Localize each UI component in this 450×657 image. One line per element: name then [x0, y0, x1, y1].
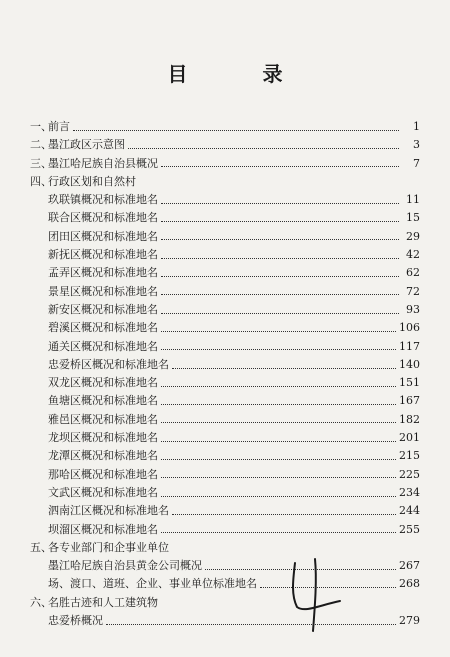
toc-entry — [30, 191, 420, 209]
toc-entry-page: 255 — [399, 522, 420, 536]
toc-entry-page: 29 — [406, 229, 420, 243]
toc-entry-number: 五、 — [30, 540, 52, 554]
toc-entry — [30, 484, 420, 502]
toc-entry-page: 15 — [406, 211, 420, 225]
leader-dots — [161, 349, 396, 350]
toc-entry-label: 团田区概况和标准地名 — [48, 229, 158, 243]
leader-dots — [128, 148, 399, 149]
leader-dots — [161, 203, 399, 204]
table-of-contents — [30, 118, 420, 630]
toc-entry-page: 244 — [399, 504, 420, 518]
leader-dots — [161, 441, 396, 442]
toc-entry-page: 182 — [399, 412, 420, 426]
toc-entry — [30, 209, 420, 227]
leader-dots — [161, 404, 396, 405]
toc-entry — [30, 319, 420, 337]
toc-entry-label: 双龙区概况和标准地名 — [48, 376, 158, 390]
toc-entry — [30, 392, 420, 410]
toc-entry — [30, 228, 420, 246]
leader-dots — [161, 422, 396, 423]
toc-section-heading — [30, 594, 420, 612]
toc-entry — [30, 374, 420, 392]
leader-dots — [172, 368, 396, 369]
leader-dots — [161, 221, 399, 222]
toc-entry-page: 42 — [406, 248, 420, 262]
toc-entry — [30, 502, 420, 520]
toc-entry-label: 龙坝区概况和标准地名 — [48, 431, 158, 445]
toc-entry-label: 孟弄区概况和标准地名 — [48, 266, 158, 280]
toc-entry-page: 267 — [399, 559, 420, 573]
toc-entry-number: 三、 — [30, 156, 52, 170]
leader-dots — [73, 130, 399, 131]
toc-entry — [30, 521, 420, 539]
toc-entry-label: 墨江哈尼族自治县概况 — [48, 156, 158, 170]
toc-entry-number: 一、 — [30, 120, 52, 133]
toc-entry-label: 鱼塘区概况和标准地名 — [48, 394, 158, 408]
toc-entry-label: 那哈区概况和标准地名 — [48, 467, 158, 481]
toc-entry-label: 前言 — [48, 120, 70, 133]
toc-entry-label: 景星区概况和标准地名 — [48, 284, 158, 298]
toc-entry-page: 3 — [413, 138, 420, 152]
toc-entry-label: 碧溪区概况和标准地名 — [48, 321, 158, 335]
toc-entry — [30, 264, 420, 282]
toc-entry-label: 墨江政区示意图 — [48, 138, 125, 152]
toc-entry-label: 忠爱桥概况 — [48, 614, 103, 628]
toc-entry-label: 玖联镇概况和标准地名 — [48, 193, 158, 207]
leader-dots — [161, 276, 399, 277]
toc-entry-page: 234 — [399, 485, 420, 499]
toc-entry-page: 215 — [399, 449, 420, 463]
toc-entry-label: 各专业部门和企事业单位 — [48, 540, 169, 554]
toc-entry — [30, 283, 420, 301]
toc-section-heading — [30, 539, 420, 557]
toc-entry-number: 四、 — [30, 174, 52, 188]
toc-entry — [30, 612, 420, 630]
toc-entry-label: 新抚区概况和标准地名 — [48, 248, 158, 262]
toc-entry — [30, 301, 420, 319]
toc-entry — [30, 338, 420, 356]
toc-entry-label: 泗南江区概况和标准地名 — [48, 504, 169, 518]
toc-entry-page: 7 — [413, 156, 420, 170]
toc-entry-page: 151 — [399, 376, 420, 390]
toc-entry-label: 新安区概况和标准地名 — [48, 302, 158, 316]
leader-dots — [161, 239, 399, 240]
toc-entry-page: 167 — [399, 394, 420, 408]
leader-dots — [161, 166, 399, 167]
toc-entry — [30, 411, 420, 429]
toc-entry-page: 140 — [399, 357, 420, 371]
toc-entry-label: 场、渡口、道班、企业、事业单位标准地名 — [48, 577, 257, 591]
leader-dots — [161, 477, 396, 478]
toc-entry — [30, 118, 420, 136]
toc-entry-page: 268 — [399, 577, 420, 591]
toc-entry-page: 117 — [399, 339, 420, 353]
toc-entry-label: 忠爱桥区概况和标准地名 — [48, 357, 169, 371]
toc-entry — [30, 575, 420, 593]
leader-dots — [161, 294, 399, 295]
leader-dots — [161, 258, 399, 259]
toc-entry-page: 106 — [399, 321, 420, 335]
toc-entry-number: 二、 — [30, 138, 52, 152]
toc-entry — [30, 356, 420, 374]
toc-entry — [30, 447, 420, 465]
toc-entry-page: 279 — [399, 614, 420, 628]
toc-entry-label: 行政区划和自然村 — [48, 174, 136, 188]
toc-entry-label: 坝溜区概况和标准地名 — [48, 522, 158, 536]
handwritten-mark — [285, 555, 355, 635]
toc-entry-page: 11 — [406, 193, 420, 207]
toc-entry-label: 墨江哈尼族自治县黄金公司概况 — [48, 559, 202, 573]
toc-entry-page: 225 — [399, 467, 420, 481]
toc-entry-label: 龙潭区概况和标准地名 — [48, 449, 158, 463]
toc-entry-page: 62 — [406, 266, 420, 280]
page-title: 目 录 — [167, 62, 317, 86]
toc-entry-label: 文武区概况和标准地名 — [48, 485, 158, 499]
leader-dots — [161, 459, 396, 460]
toc-entry-page: 72 — [406, 284, 420, 298]
toc-entry-label: 雅邑区概况和标准地名 — [48, 412, 158, 426]
leader-dots — [161, 532, 396, 533]
leader-dots — [172, 514, 396, 515]
toc-entry-page: 93 — [406, 302, 420, 316]
toc-entry-label: 通关区概况和标准地名 — [48, 339, 158, 353]
toc-entry-label: 联合区概况和标准地名 — [48, 211, 158, 225]
toc-entry — [30, 466, 420, 484]
leader-dots — [161, 386, 396, 387]
toc-entry — [30, 557, 420, 575]
leader-dots — [161, 331, 396, 332]
toc-entry-label: 名胜古迹和人工建筑物 — [48, 595, 158, 609]
leader-dots — [161, 496, 396, 497]
toc-entry-number: 六、 — [30, 595, 52, 609]
toc-entry — [30, 155, 420, 173]
toc-entry — [30, 429, 420, 447]
toc-entry-page: 201 — [399, 431, 420, 445]
leader-dots — [161, 313, 399, 314]
toc-entry — [30, 136, 420, 154]
toc-entry-page: 1 — [413, 120, 420, 133]
toc-section-heading — [30, 173, 420, 191]
toc-entry — [30, 246, 420, 264]
